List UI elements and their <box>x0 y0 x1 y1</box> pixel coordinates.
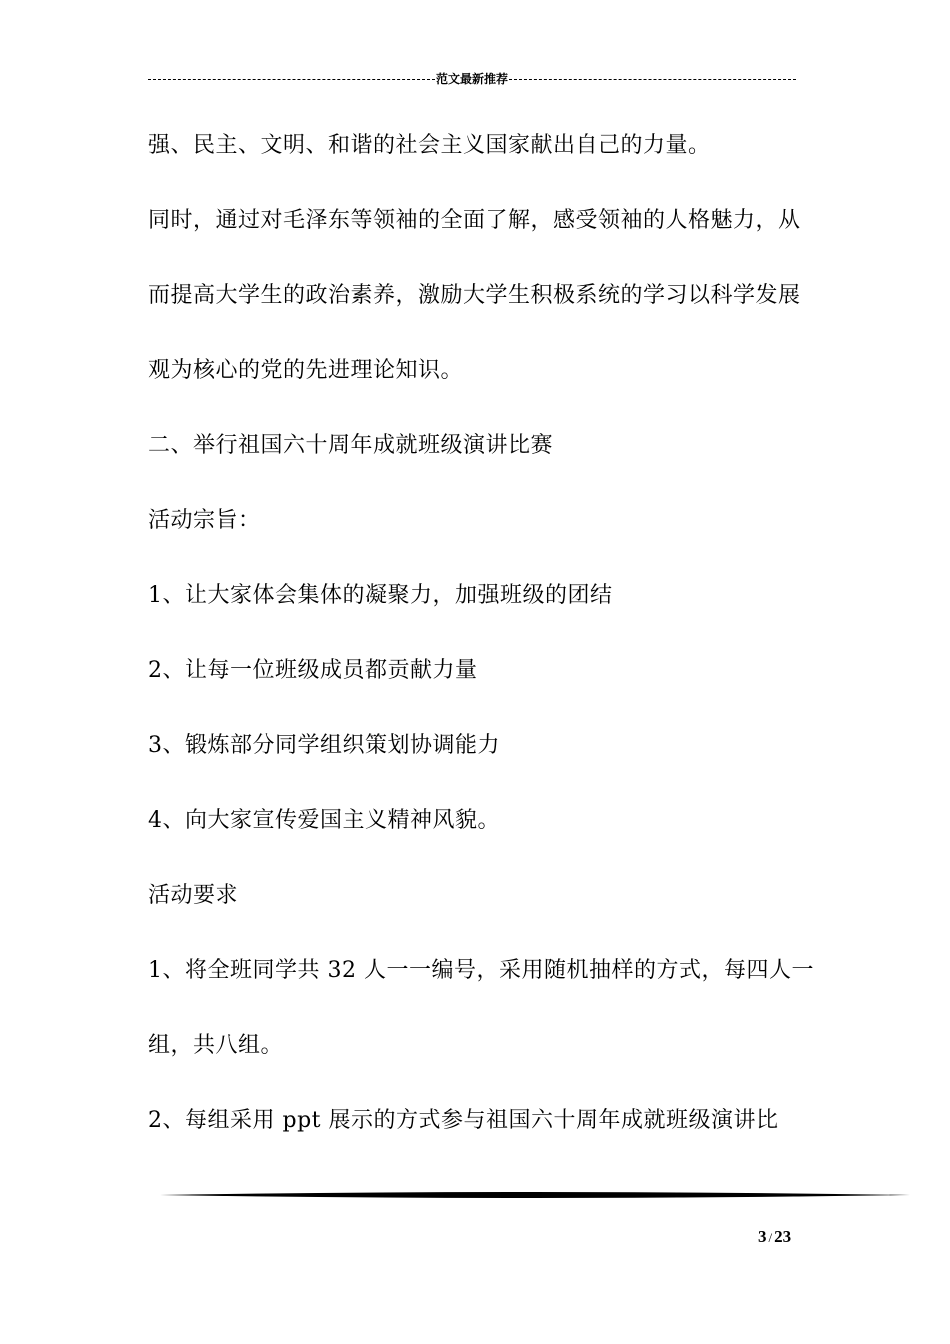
list-item: 3、锻炼部分同学组织策划协调能力 <box>148 733 500 758</box>
paragraph-line: 活动要求 <box>148 883 239 908</box>
paragraph-line: 组，共八组。 <box>148 1033 284 1058</box>
header-dash-left <box>148 79 435 80</box>
header-title: 范文最新推荐 <box>436 71 509 86</box>
page-header <box>148 68 796 88</box>
paragraph-line: 活动宗旨： <box>148 508 261 533</box>
header-dash-right <box>509 79 796 80</box>
paragraph-line: 而提高大学生的政治素养，激励大学生积极系统的学习以科学发展 <box>148 283 801 308</box>
current-page: 3 <box>758 1227 767 1246</box>
list-item: 1、将全班同学共 32 人一一编号，采用随机抽样的方式，每四人一 <box>148 958 814 983</box>
page-separator: / <box>768 1230 773 1245</box>
paragraph-line: 强、民主、文明、和谐的社会主义国家献出自己的力量。 <box>148 133 711 158</box>
list-item: 2、让每一位班级成员都贡献力量 <box>148 658 478 683</box>
list-item: 1、让大家体会集体的凝聚力，加强班级的团结 <box>148 583 613 608</box>
list-item: 2、每组采用 ppt 展示的方式参与祖国六十周年成就班级演讲比 <box>148 1108 779 1133</box>
paragraph-line: 同时，通过对毛泽东等领袖的全面了解，感受领袖的人格魅力，从 <box>148 208 801 233</box>
section-heading: 二、举行祖国六十周年成就班级演讲比赛 <box>148 433 554 458</box>
total-pages: 23 <box>774 1227 792 1246</box>
page-number <box>758 1227 791 1247</box>
paragraph-line: 观为核心的党的先进理论知识。 <box>148 358 464 383</box>
list-item: 4、向大家宣传爱国主义精神风貌。 <box>148 808 500 833</box>
footer-divider <box>160 1188 910 1202</box>
